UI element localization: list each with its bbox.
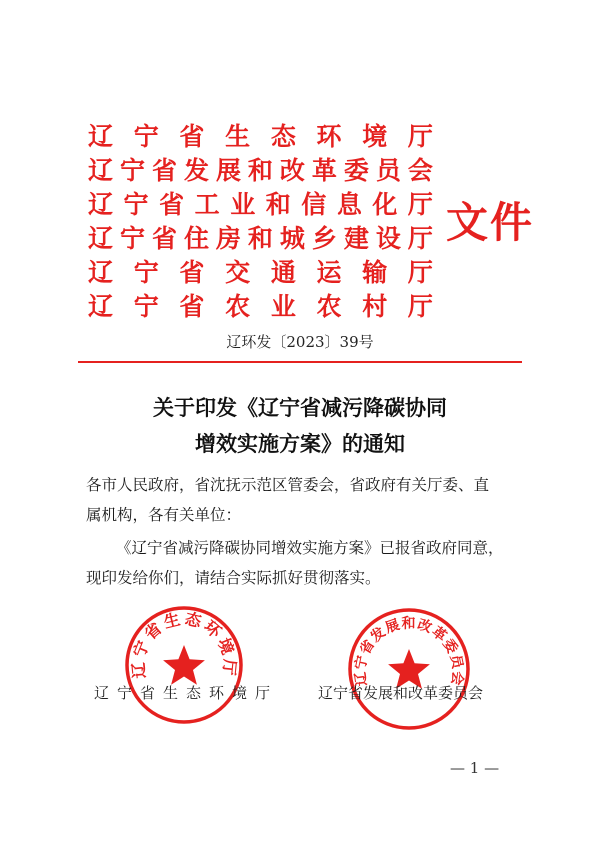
signature-left: 辽宁省生态环境厅 [94, 684, 279, 702]
official-seal-right [345, 605, 473, 733]
issuer-list [88, 120, 433, 324]
svg-text:辽宁省发展和改革委员会: 辽宁省发展和改革委员会 [352, 615, 466, 688]
addressee-line-1: 各市人民政府，省沈抚示范区管委会，省政府有关厅委、直 [86, 476, 490, 494]
document-title-line-2: 增效实施方案》的通知 [195, 431, 405, 456]
document-number: 辽环发〔2023〕39号 [226, 333, 374, 351]
content-line-2: 现印发给你们，请结合实际抓好贯彻落实。 [86, 569, 381, 587]
content-line-1: 《辽宁省减污降碳协同增效实施方案》已报省政府同意， [116, 539, 504, 557]
document-title-line-1: 关于印发《辽宁省减污降碳协同 [153, 395, 447, 420]
svg-text:辽宁省生态环境厅: 辽宁省生态环境厅 [128, 608, 240, 680]
addressee-line-2: 属机构，各有关单位： [86, 506, 242, 524]
official-seal-left [122, 603, 246, 727]
issuer-line: 辽 宁 省 发 展 和 改 革 委 员 会 [88, 156, 433, 185]
page-number: — 1 — [450, 759, 500, 777]
issuer-line: 辽 宁 省 工 业 和 信 息 化 厅 [88, 190, 433, 219]
header-divider [78, 361, 522, 363]
issuer-line: 辽 宁 省 生 态 环 境 厅 [88, 122, 433, 151]
issuer-line: 辽 宁 省 农 业 农 村 厅 [88, 292, 433, 321]
issuer-line: 辽 宁 省 交 通 运 输 厅 [88, 258, 433, 287]
signature-right: 辽宁省发展和改革委员会 [318, 684, 484, 702]
document-type-label: 文件 [446, 198, 535, 247]
issuer-line: 辽 宁 省 住 房 和 城 乡 建 设 厅 [88, 224, 433, 253]
